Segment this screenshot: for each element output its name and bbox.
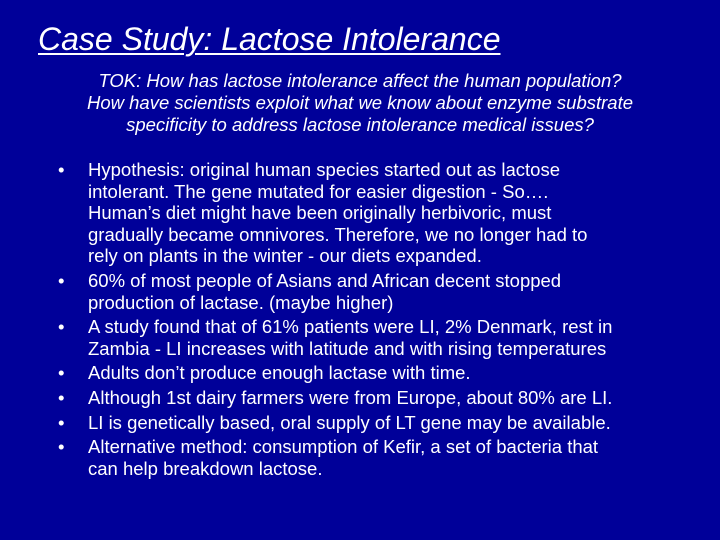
bullet-item-adults <box>50 362 680 384</box>
bullet-item-dairy-farmers <box>50 387 680 409</box>
bullet-dot-icon: • <box>58 159 65 180</box>
bullet-text-line: 60% of most people of Asians and African decent stopped <box>88 269 562 291</box>
bullet-text-line: Hypothesis: original human species started out as lactose <box>88 159 561 180</box>
bullet-text-line: Alternative method: consumption of Kefir, a set of bacteria that <box>88 436 599 458</box>
bullet-text-line: A study found that of 61% patients were LI, 2% Denmark, rest in <box>88 316 613 338</box>
bullet-dot-icon: • <box>58 436 65 458</box>
tok-line: TOK: How has lactose intolerance affect the human population? <box>98 70 622 91</box>
bullet-text-line: Adults don’t produce enough lactase with time. <box>88 362 471 384</box>
bullet-text-line: production of lactase. (maybe higher) <box>88 291 394 313</box>
bullet-dot-icon: • <box>58 386 65 408</box>
bullet-dot-icon: • <box>58 362 65 384</box>
bullet-list <box>50 159 680 482</box>
bullet-item-kefir <box>50 436 680 479</box>
bullet-text-line: intolerant. The gene mutated for easier digestion - So…. <box>88 180 549 202</box>
bullet-item-genetic <box>50 412 680 434</box>
bullet-text-line: rely on plants in the winter - our diets expanded. <box>88 245 482 267</box>
bullet-item-hypothesis <box>50 159 680 267</box>
bullet-item-study <box>50 316 680 359</box>
bullet-text-line: gradually became omnivores. Therefore, we no longer had to <box>88 223 588 245</box>
bullet-dot-icon: • <box>58 269 65 291</box>
bullet-item-asians-africans <box>50 270 680 313</box>
bullet-text-line: LI is genetically based, oral supply of LT gene may be available. <box>88 411 611 433</box>
bullet-dot-icon: • <box>58 411 65 433</box>
bullet-text-line: can help breakdown lactose. <box>88 457 323 479</box>
bullet-text-line: Human’s diet might have been originally herbivoric, must <box>88 202 552 224</box>
tok-question <box>40 70 680 136</box>
tok-line: specificity to address lactose intolerance medical issues? <box>126 114 594 135</box>
bullet-dot-icon: • <box>58 316 65 338</box>
bullet-text-line: Although 1st dairy farmers were from Europe, about 80% are LI. <box>88 386 613 408</box>
slide-title: Case Study: Lactose Intolerance <box>38 21 501 57</box>
tok-line: How have scientists exploit what we know about enzyme substrate <box>86 92 634 113</box>
bullet-text-line: Zambia - LI increases with latitude and with rising temperatures <box>88 337 607 359</box>
